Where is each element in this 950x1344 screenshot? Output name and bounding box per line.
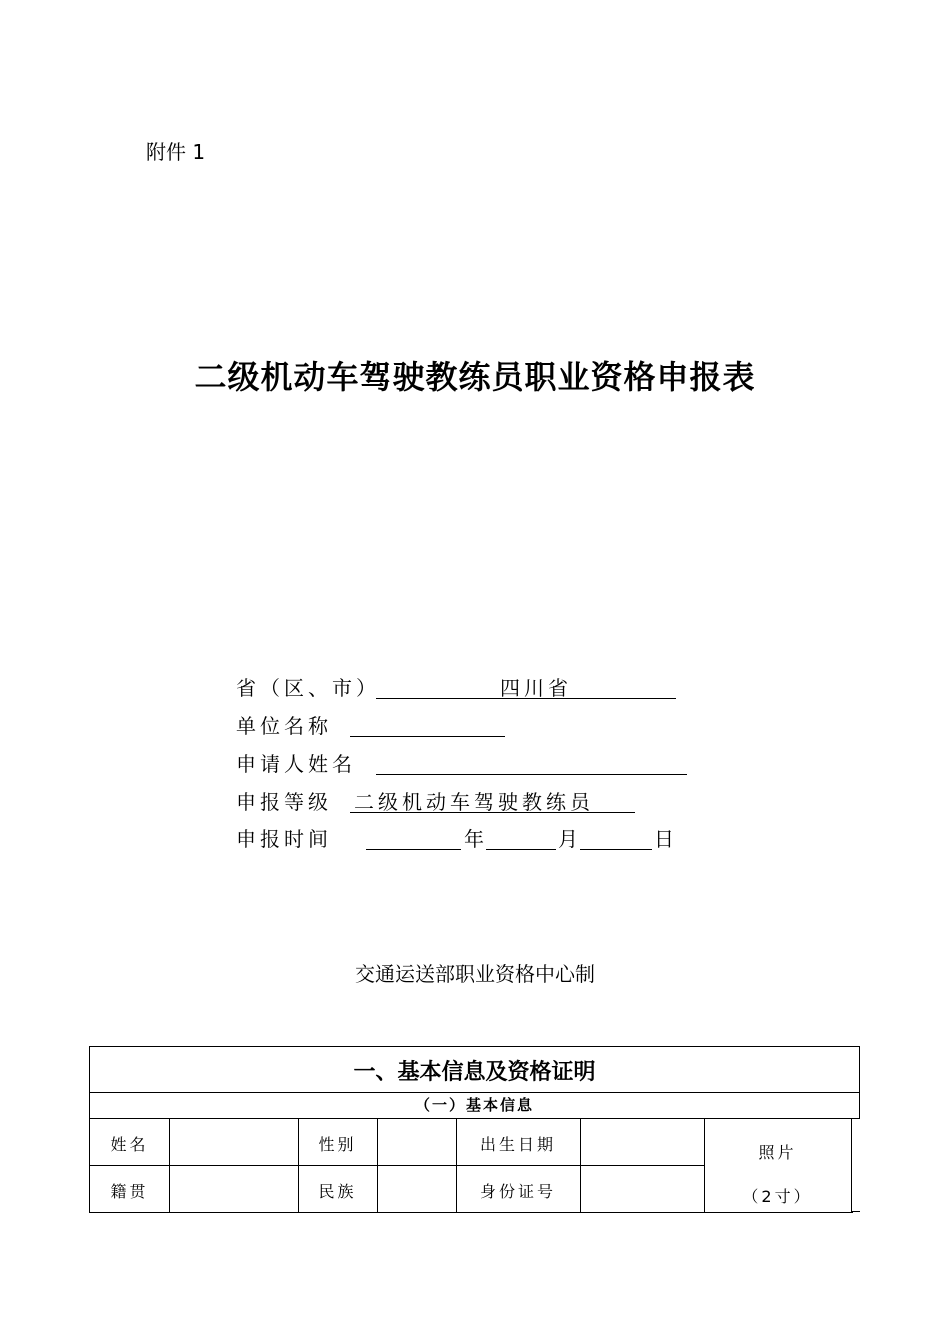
date-label: 申报时间: [236, 827, 332, 851]
month-label: 月: [558, 827, 582, 851]
unit-underline[interactable]: [350, 710, 505, 737]
subsection-title: （一）基本信息: [414, 1096, 534, 1114]
applicant-field: [236, 748, 706, 778]
day-underline[interactable]: [580, 823, 652, 850]
input-name[interactable]: [169, 1120, 298, 1164]
table-corner-mark: [851, 1211, 860, 1212]
section-title: 一、基本信息及资格证明: [90, 1047, 859, 1093]
date-field: [236, 823, 696, 853]
row-divider: [90, 1165, 704, 1166]
basic-info-table: [89, 1118, 853, 1213]
label-ethnicity: 民族: [318, 1182, 357, 1201]
applicant-label: 申请人姓名: [236, 752, 356, 776]
table-right-border: [851, 1118, 852, 1213]
level-field: [236, 786, 656, 816]
photo-label: 照片: [758, 1143, 797, 1162]
year-label: 年: [464, 827, 488, 851]
label-name: 姓名: [110, 1135, 149, 1154]
province-label: 省（区、市）: [236, 676, 380, 700]
attachment-label: 附件 1: [146, 140, 206, 164]
level-value: 二级机动车驾驶教练员: [354, 790, 594, 814]
input-gender[interactable]: [377, 1120, 456, 1164]
label-origin: 籍贯: [110, 1182, 149, 1201]
year-underline[interactable]: [366, 823, 461, 850]
input-ethnicity[interactable]: [377, 1167, 456, 1211]
input-birth-date[interactable]: [580, 1120, 704, 1164]
input-id-number[interactable]: [580, 1167, 704, 1211]
month-underline[interactable]: [486, 823, 556, 850]
section-header: [89, 1046, 860, 1119]
issuer-text: 交通运送部职业资格中心制: [355, 962, 595, 986]
unit-label: 单位名称: [236, 714, 332, 738]
applicant-underline[interactable]: [376, 748, 687, 775]
day-label: 日: [654, 827, 678, 851]
document-title: 二级机动车驾驶教练员职业资格申报表: [194, 358, 756, 396]
level-label: 申报等级: [236, 790, 332, 814]
photo-size: （2寸）: [742, 1187, 813, 1206]
province-field: [236, 672, 696, 702]
province-value: 四川省: [500, 676, 572, 700]
label-birth-date: 出生日期: [479, 1135, 556, 1154]
input-origin[interactable]: [169, 1167, 298, 1211]
label-id-number: 身份证号: [479, 1182, 556, 1201]
unit-field: [236, 710, 526, 740]
label-gender: 性别: [318, 1135, 357, 1154]
